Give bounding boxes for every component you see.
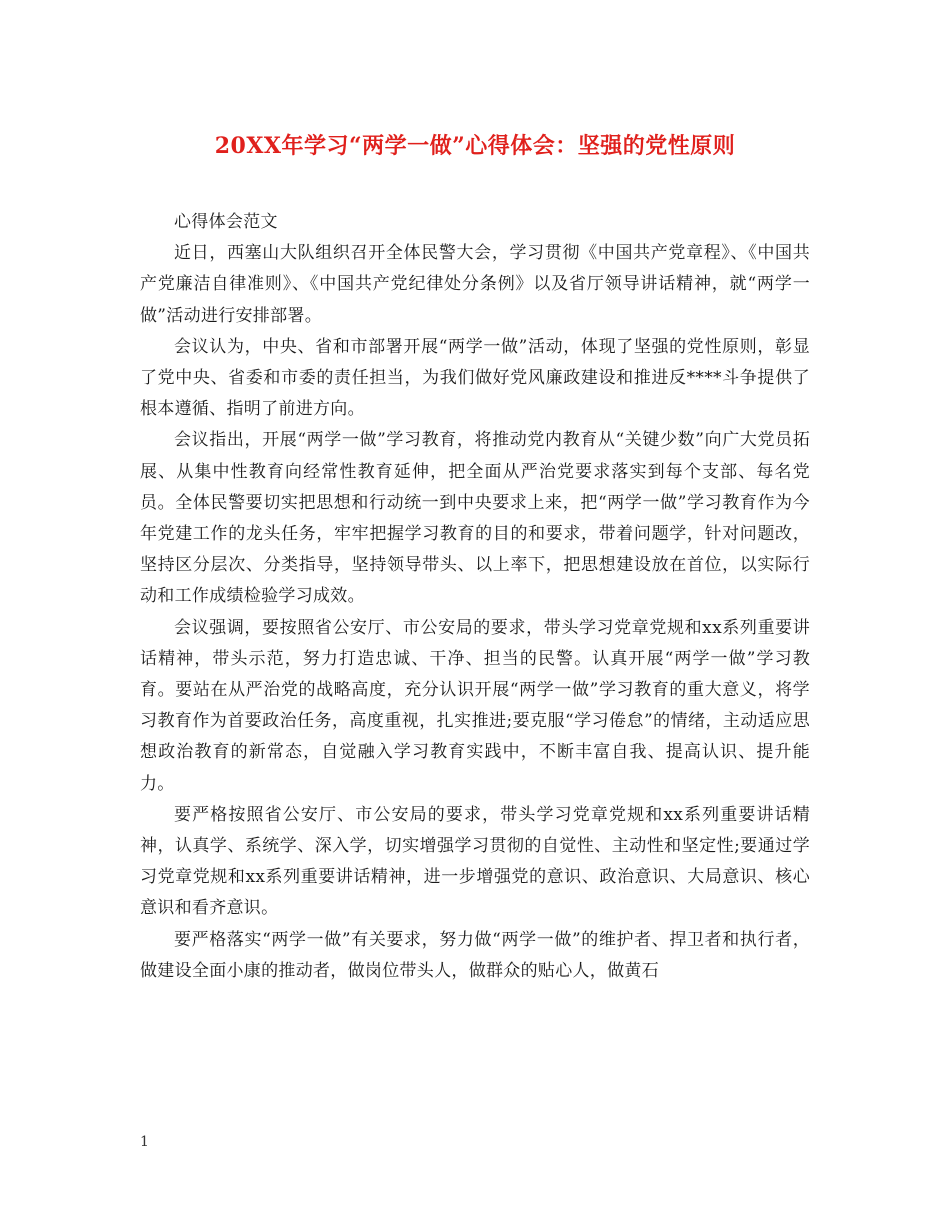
- paragraph-2: 会议认为，中央、省和市部署开展“两学一做”活动，体现了坚强的党性原则，彰显了党中央、省委和市委的责任担当，为我们做好党风廉政建设和推进反****斗争提供了根本遵循、指明了前进方向。: [140, 336, 810, 420]
- page-number: 1: [140, 1134, 149, 1150]
- paragraph-3: 会议指出，开展“两学一做”学习教育，将推动党内教育从“关键少数”向广大党员拓展、从集中性教育向经常性教育延伸，把全面从严治党要求落实到每个支部、每名党员。全体民警要切实把思想和行动统一到中央要求上来，把“两学一做”学习教育作为今年党建工作的龙头任务，牢牢把握学习教育的目的和要求，带着问题学，针对问题改，坚持区分层次、分类指导，坚持领导带头、以上率下，把思想建设放在首位，以实际行动和工作成绩检验学习成效。: [140, 430, 810, 607]
- paragraph-6: 要严格落实“两学一做”有关要求，努力做“两学一做”的维护者、捍卫者和执行者，做建设全面小康的推动者，做岗位带头人，做群众的贴心人，做黄石: [140, 929, 810, 981]
- paragraph-1: 近日，西塞山大队组织召开全体民警大会，学习贯彻《中国共产党章程》、《中国共产党廉洁自律准则》、《中国共产党纪律处分条例》以及省厅领导讲话精神，就“两学一做”活动进行安排部署。: [140, 243, 810, 326]
- paragraph-5: 要严格按照省公安厅、市公安局的要求，带头学习党章党规和xx系列重要讲话精神，认真学、系统学、深入学，切实增强学习贯彻的自觉性、主动性和坚定性;要通过学习党章党规和xx系列重要讲话精神，进一步增强党的意识、政治意识、大局意识、核心意识和看齐意识。: [140, 804, 810, 919]
- paragraph-genre-label: 心得体会范文: [174, 212, 278, 232]
- document-body: [140, 207, 810, 987]
- paragraph-4: 会议强调，要按照省公安厅、市公安局的要求，带头学习党章党规和xx系列重要讲话精神，带头示范，努力打造忠诚、干净、担当的民警。认真开展“两学一做”学习教育。要站在从严治党的战略高度，充分认识开展“两学一做”学习教育的重大意义，将学习教育作为首要政治任务，高度重视，扎实推进;要克服“学习倦怠”的情绪，主动适应思想政治教育的新常态，自觉融入学习教育实践中，不断丰富自我、提高认识、提升能力。: [140, 617, 810, 794]
- document-title: 20XX年学习“两学一做”心得体会：坚强的党性原则: [214, 133, 736, 159]
